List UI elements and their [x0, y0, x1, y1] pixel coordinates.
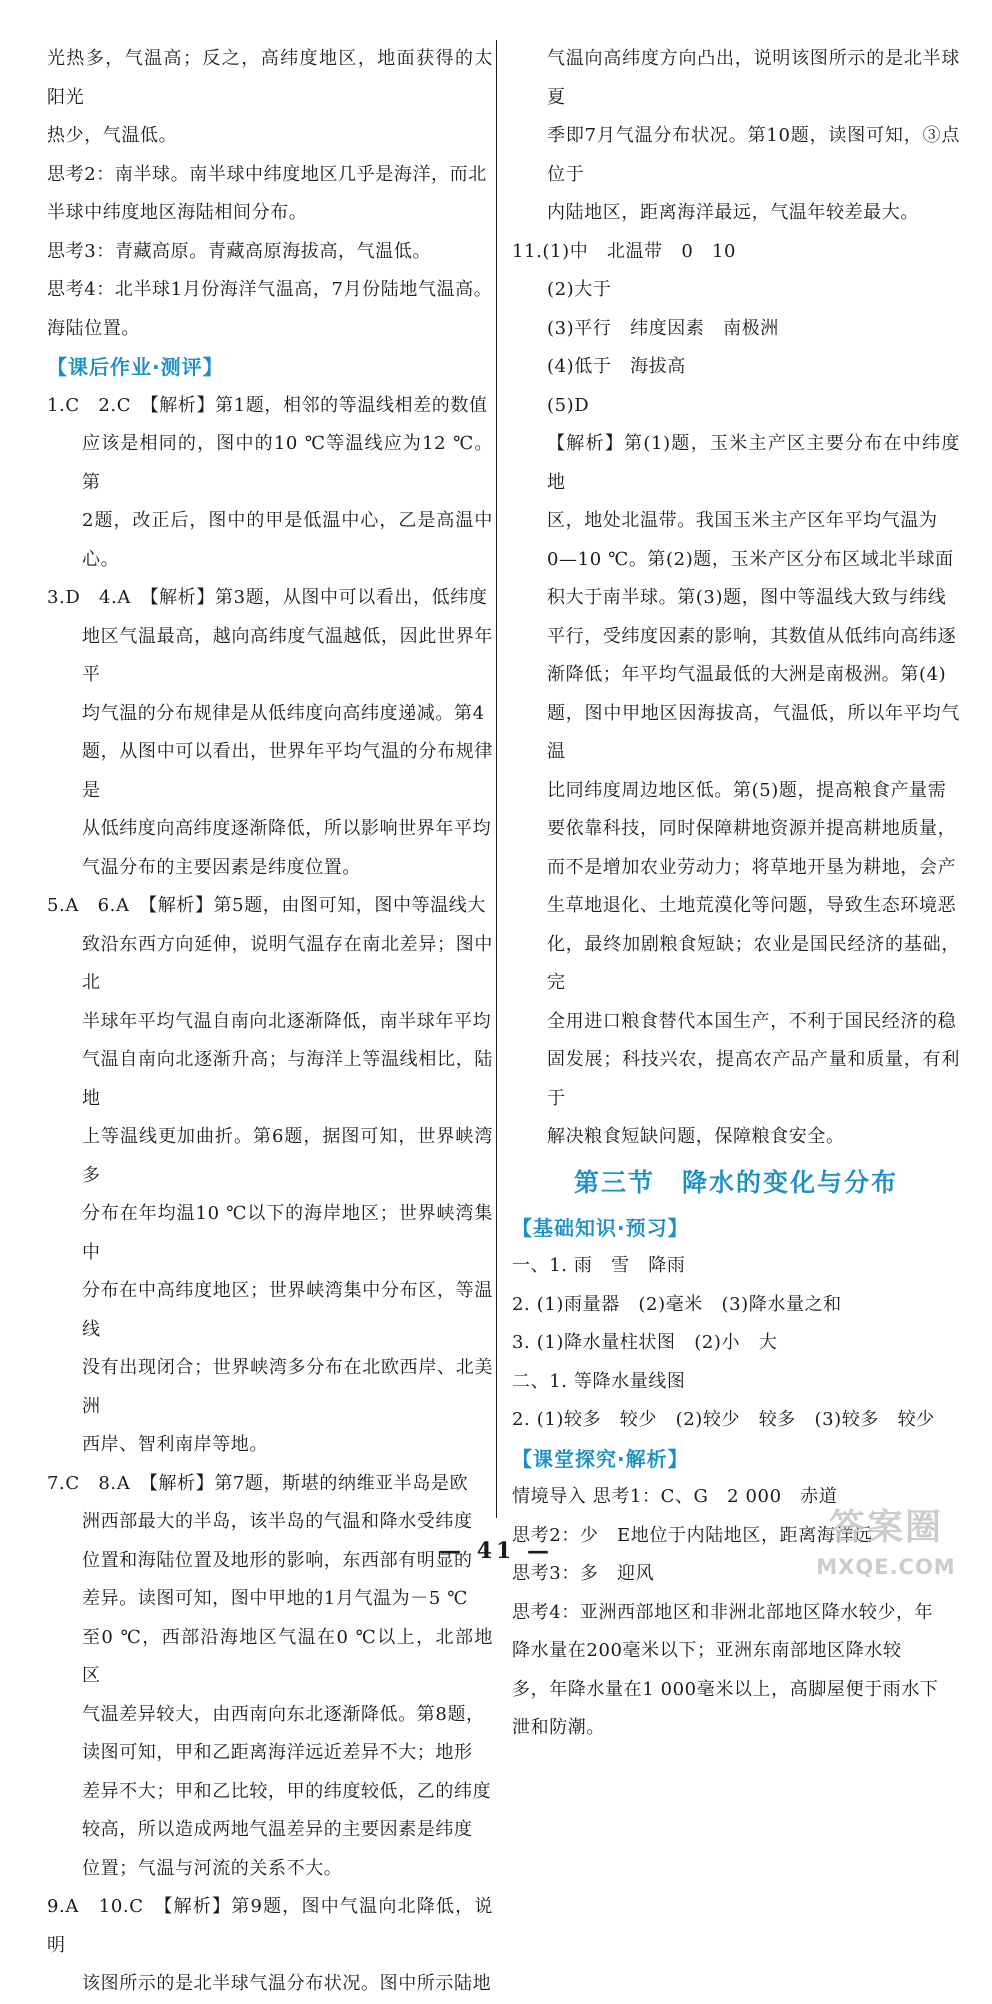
answer-line: 3. (1)降水量柱状图 (2)小 大: [512, 1332, 778, 1353]
text-line: 半球年平均气温自南向北逐渐降低，南半球年平均: [82, 1010, 492, 1032]
text-line: 差异不大；甲和乙比较，甲的纬度较低，乙的纬度: [82, 1780, 492, 1802]
text-line: 内陆地区，距离海洋最远，气温年较差最大。: [547, 202, 919, 223]
text-line: 固发展；科技兴农，提高农产品产量和质量，有利于: [547, 1049, 960, 1109]
text-line: 积大于南半球。第(3)题，图中等温线大致与纬线: [547, 587, 947, 608]
text-line: 海陆位置。: [47, 317, 140, 339]
text-line: 思考3：多 迎风: [512, 1563, 655, 1584]
text-line: 思考4：北半球1月份海洋气温高，7月份陆地气温高。: [47, 279, 493, 300]
right-column: [512, 40, 960, 1748]
section-heading: 【课后作业·测评】: [47, 355, 224, 379]
left-column: [47, 40, 493, 2004]
text-line: 气温向高纬度方向凸出，说明该图所示的是北半球夏: [547, 48, 960, 108]
text-line: 比同纬度周边地区低。第(5)题，提高粮食产量需: [547, 779, 947, 801]
text-line: 气温自南向北逐渐升高；与海洋上等温线相比，陆地: [82, 1049, 493, 1109]
text-line: 半球中纬度地区海陆相间分布。: [47, 202, 308, 223]
text-line: 读图可知，甲和乙距离海洋远近差异不大；地形: [82, 1742, 473, 1763]
text-line: 2题，改正后，图中的甲是低温中心，乙是高温中心。: [82, 510, 493, 570]
answer-line: 3.D 4.A 【解析】第3题，从图中可以看出，低纬度: [47, 587, 488, 608]
text-line: 解决粮食短缺问题，保障粮食安全。: [547, 1126, 845, 1147]
answer-line: 7.C 8.A 【解析】第7题，斯堪的纳维亚半岛是欧: [47, 1472, 469, 1494]
text-line: 位置；气温与河流的关系不大。: [82, 1857, 343, 1879]
text-line: 较高，所以造成两地气温差异的主要因素是纬度: [82, 1819, 473, 1840]
text-line: 从低纬度向高纬度逐渐降低，所以影响世界年平均: [82, 818, 492, 839]
text-line: 多，年降水量在1 000毫米以上，高脚屋便于雨水下: [512, 1678, 939, 1700]
text-line: 化，最终加剧粮食短缺；农业是国民经济的基础，完: [547, 933, 960, 993]
text-line: 生草地退化、土地荒漠化等问题，导致生态环境恶: [547, 895, 957, 916]
text-line: 该图所示的是北半球气温分布状况。图中所示陆地: [82, 1973, 492, 1994]
text-line: 致沿东西方向延伸，说明气温存在南北差异；图中北: [82, 933, 493, 993]
answer-line: 1.C 2.C 【解析】第1题，相邻的等温线相差的数值: [47, 394, 488, 416]
text-line: 思考3：青藏高原。青藏高原海拔高，气温低。: [47, 240, 432, 262]
text-line: 0—10 ℃。第(2)题，玉米产区分布区域北半球面: [547, 548, 954, 570]
text-line: 至0 ℃，西部沿海地区气温在0 ℃以上，北部地区: [82, 1626, 493, 1686]
text-line: 【解析】第(1)题，玉米主产区主要分布在中纬度地: [547, 433, 960, 493]
column-divider: [496, 40, 497, 1518]
page-number: — 41 —: [439, 1538, 553, 1564]
text-line: (5)D: [547, 394, 590, 416]
text-line: 要依靠科技，同时保障耕地资源并提高耕地质量，: [547, 818, 957, 839]
answer-line: 9.A 10.C 【解析】第9题，图中气温向北降低，说明: [47, 1896, 493, 1956]
text-line: 洲西部最大的半岛，该半岛的气温和降水受纬度: [82, 1511, 473, 1532]
text-line: 差异。读图可知，图中甲地的1月气温为－5 ℃: [82, 1588, 468, 1609]
text-line: 思考4：亚洲西部地区和非洲北部地区降水较少，年: [512, 1601, 934, 1623]
answer-line: 2. (1)较多 较少 (2)较少 较多 (3)较多 较少: [512, 1409, 935, 1430]
text-line: 均气温的分布规律是从低纬度向高纬度递减。第4: [82, 702, 485, 724]
text-line: 西岸、智利南岸等地。: [82, 1434, 268, 1455]
text-line: 泄和防潮。: [512, 1717, 605, 1738]
text-line: 季即7月气温分布状况。第10题，读图可知，③点位于: [547, 125, 960, 185]
text-line: 位置和海陆位置及地形的影响，东西部有明显的: [82, 1549, 473, 1571]
text-line: (4)低于 海拔高: [547, 356, 686, 377]
text-line: 没有出现闭合；世界峡湾多分布在北欧西岸、北美洲: [82, 1357, 493, 1417]
text-line: 而不是增加农业劳动力；将草地开垦为耕地，会产: [547, 856, 957, 878]
answer-line: 11.(1)中 北温带 0 10: [512, 240, 737, 262]
text-line: 思考2：少 E地位于内陆地区，距离海洋远: [512, 1524, 873, 1546]
text-line: 题，从图中可以看出，世界年平均气温的分布规律是: [82, 741, 493, 801]
text-line: 热少，气温低。: [47, 125, 178, 146]
text-line: 全用进口粮食替代本国生产，不利于国民经济的稳: [547, 1010, 957, 1032]
section-heading: 【课堂探究·解析】: [512, 1446, 689, 1471]
answer-line: 2. (1)雨量器 (2)毫米 (3)降水量之和: [512, 1293, 842, 1315]
text-line: 地区气温最高，越向高纬度气温越低，因此世界年平: [82, 625, 493, 685]
answer-line: 5.A 6.A 【解析】第5题，由图可知，图中等温线大: [47, 895, 486, 916]
chapter-title: 第三节 降水的变化与分布: [573, 1167, 898, 1197]
text-line: 光热多，气温高；反之，高纬度地区，地面获得的太阳光: [47, 48, 493, 108]
answer-line: 情境导入 思考1：C、G 2 000 赤道: [512, 1486, 838, 1507]
text-line: (2)大于: [547, 279, 612, 300]
section-heading: 【基础知识·预习】: [512, 1215, 689, 1240]
answer-line: 二、1. 等降水量线图: [512, 1370, 686, 1392]
text-line: 气温差异较大，由西南向东北逐渐降低。第8题，: [82, 1703, 485, 1725]
text-line: 气温分布的主要因素是纬度位置。: [82, 856, 361, 878]
text-line: 降水量在200毫米以下；亚洲东南部地区降水较: [512, 1640, 902, 1661]
text-line: 分布在中高纬度地区；世界峡湾集中分布区，等温线: [82, 1280, 493, 1340]
text-line: 区，地处北温带。我国玉米主产区年平均气温为: [547, 510, 938, 531]
text-line: 分布在年均温10 ℃以下的海岸地区；世界峡湾集中: [82, 1203, 493, 1263]
text-line: 平行，受纬度因素的影响，其数值从低纬向高纬逐: [547, 625, 957, 647]
text-line: 渐降低；年平均气温最低的大洲是南极洲。第(4): [547, 664, 947, 685]
text-line: 应该是相同的，图中的10 ℃等温线应为12 ℃。第: [82, 433, 493, 493]
text-line: 题，图中甲地区因海拔高，气温低，所以年平均气温: [547, 702, 960, 762]
watermark-logo: 答案圈 MXQE.COM: [816, 1507, 956, 1579]
answer-line: 一、1. 雨 雪 降雨: [512, 1255, 686, 1276]
text-line: 上等温线更加曲折。第6题，据图可知，世界峡湾多: [82, 1126, 493, 1186]
text-line: 思考2：南半球。南半球中纬度地区几乎是海洋，而北: [47, 163, 487, 185]
text-line: (3)平行 纬度因素 南极洲: [547, 317, 779, 339]
